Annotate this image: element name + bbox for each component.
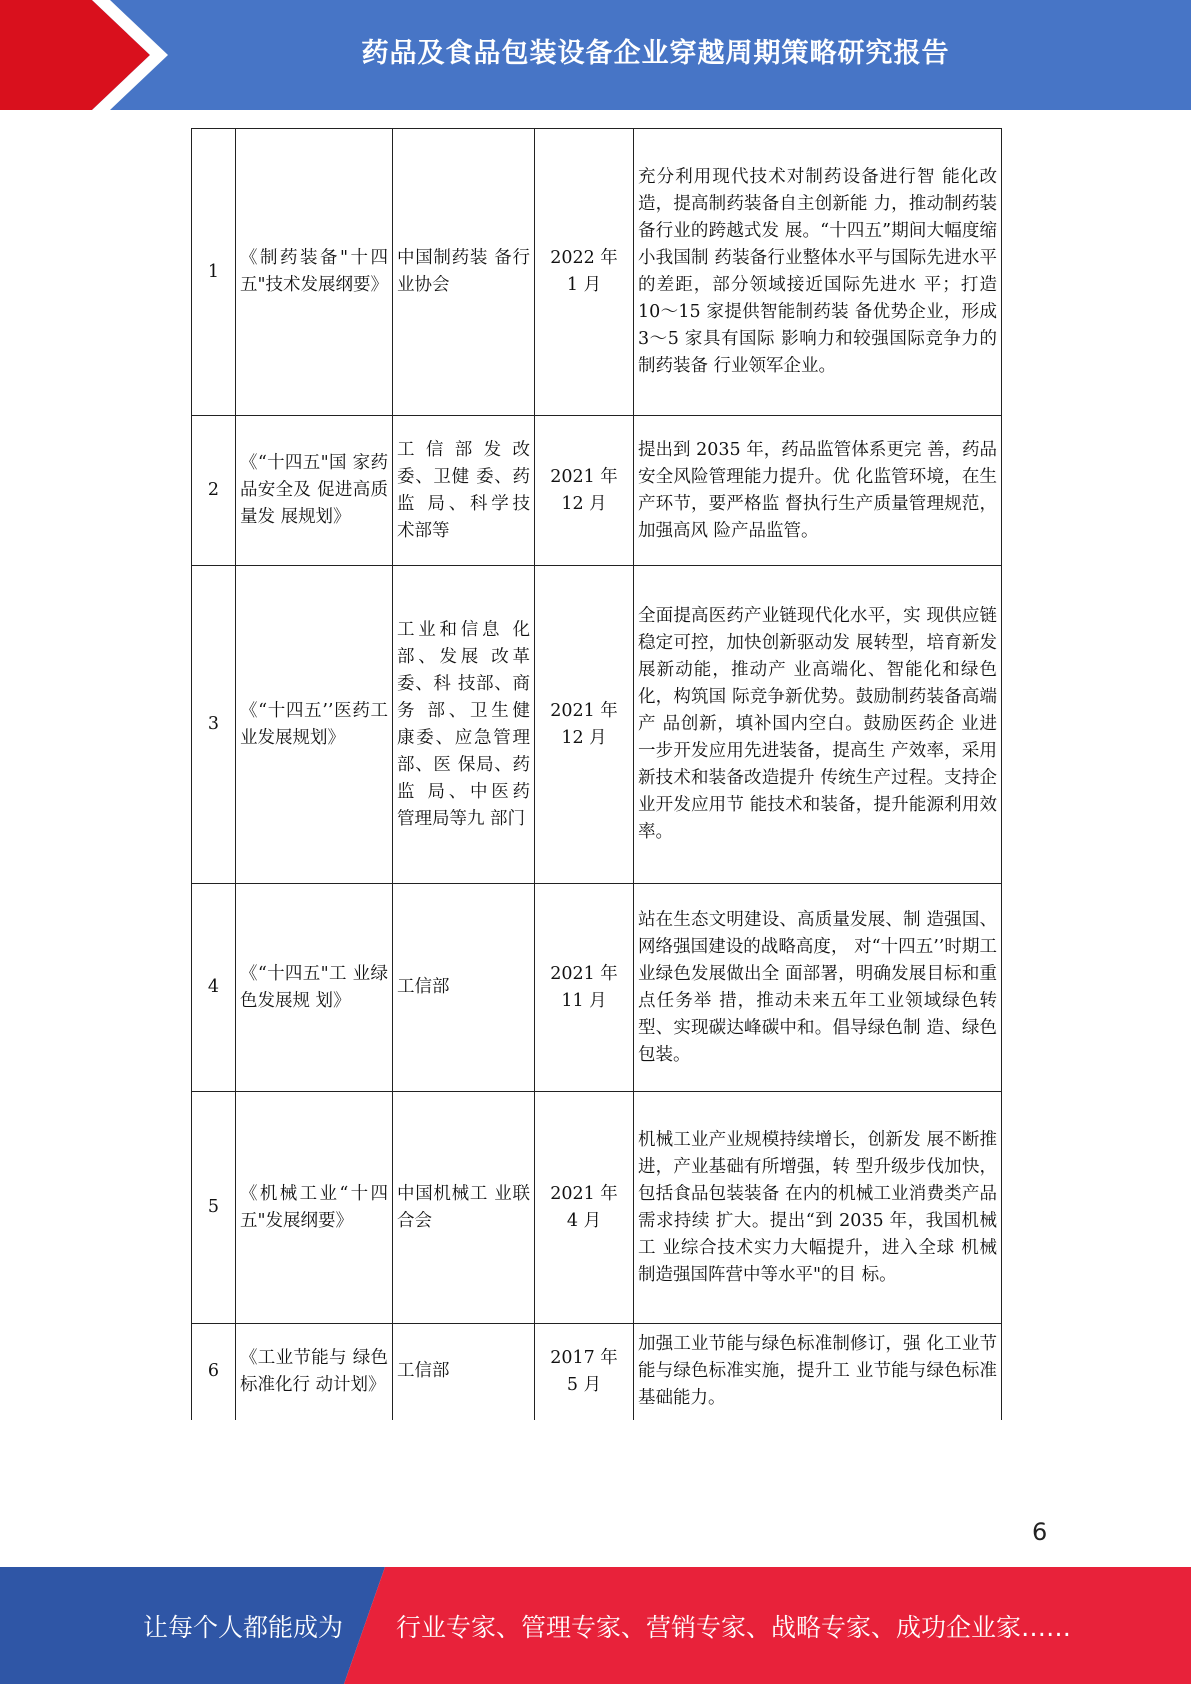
issue-year: 2021 年 [550, 700, 618, 721]
policy-table-container [191, 128, 1001, 1420]
row-number: 6 [192, 1324, 236, 1420]
issue-month: 12 月 [561, 727, 607, 748]
issue-month: 1 月 [566, 275, 602, 295]
table-row [192, 566, 1002, 884]
issuing-org: 中国机械工 业联合会 [393, 1092, 535, 1324]
issue-month: 12 月 [561, 493, 607, 514]
issuing-org: 工业和信息 化部、发展 改革委、科 技部、商务 部、卫生健 康委、应急管理部、医 保局、药监 局、中医药 管理局等九 部门 [393, 566, 535, 884]
row-number: 5 [192, 1092, 236, 1324]
policy-name: 《工业节能与 绿色标准化行 动计划》 [236, 1324, 393, 1420]
policy-content: 站在生态文明建设、高质量发展、制 造强国、网络强国建设的战略高度， 对“十四五’’时期工业绿色发展做出全 面部署，明确发展目标和重点任务举 措，推动未来五年工业领域绿色转 型、实现碳达峰碳中和。倡导绿色制 造、绿色包装。 [634, 884, 1002, 1092]
page-header [0, 0, 1191, 110]
policy-name: 《“十四五"国 家药品安全及 促进高质量发 展规划》 [236, 416, 393, 566]
table-row [192, 1324, 1002, 1420]
issue-year: 2022 年 [550, 248, 618, 268]
footer-slogan-left: 让每个人都能成为 [143, 1612, 344, 1642]
issue-year: 2017 年 [550, 1347, 618, 1368]
policy-content: 加强工业节能与绿色标准制修订，强 化工业节能与绿色标准实施，提升工 业节能与绿色标准基础能力。 [634, 1324, 1002, 1420]
policy-name: 《“十四五"工 业绿色发展规 划》 [236, 884, 393, 1092]
policy-name: 《“十四五’’医药工业发展规划》 [236, 566, 393, 884]
policy-content: 全面提高医药产业链现代化水平，实 现供应链稳定可控，加快创新驱动发 展转型，培育新发展新动能，推动产 业高端化、智能化和绿色化，构筑国 际竞争新优势。鼓励制药装备高端产 品创新，填补国内空白。鼓励医药企 业进一步开发应用先进装备，提高生 产效率，采用新技术和装备改造提升 传统生产过程。支持企业开发应用节 能技术和装备，提升能源利用效率。 [634, 566, 1002, 884]
issue-date [535, 1092, 634, 1324]
table-row [192, 129, 1002, 416]
row-number: 2 [192, 416, 236, 566]
issue-month: 5 月 [566, 1374, 602, 1395]
issuing-org: 工 信 部 发 改委、卫健 委、药监 局、科学技 术部等 [393, 416, 535, 566]
issue-date [535, 416, 634, 566]
policy-name: 《机械工业“十四五"发展纲要》 [236, 1092, 393, 1324]
issue-date [535, 1324, 634, 1420]
row-number: 4 [192, 884, 236, 1092]
issuing-org: 工信部 [393, 1324, 535, 1420]
policy-name: 《制药装备"十四五"技术发展纲要》 [236, 129, 393, 416]
issue-date [535, 566, 634, 884]
issue-month: 11 月 [561, 990, 607, 1011]
policy-content: 机械工业产业规模持续增长，创新发 展不断推进，产业基础有所增强，转 型升级步伐加快，包括食品包装装备 在内的机械工业消费类产品需求持续 扩大。提出“到 2035 年，我国机械工 业综合技术实力大幅提升，进入全球 机械制造强国阵营中等水平"的目 标。 [634, 1092, 1002, 1324]
policy-content: 充分利用现代技术对制药设备进行智 能化改造，提高制药装备自主创新能 力，推动制药装备行业的跨越式发 展。“十四五”期间大幅度缩小我国制 药装备行业整体水平与国际先进水平 的差距，部分领域接近国际先进水 平；打造 10～15 家提供智能制药装 备优势企业，形成 3～5 家具有国际 影响力和较强国际竞争力的制药装备 行业领军企业。 [634, 129, 1002, 416]
issue-date [535, 884, 634, 1092]
policy-content: 提出到 2035 年，药品监管体系更完 善，药品安全风险管理能力提升。优 化监管环境，在生产环节，要严格监 督执行生产质量管理规范，加强高风 险产品监管。 [634, 416, 1002, 566]
table-row [192, 884, 1002, 1092]
issuing-org: 工信部 [393, 884, 535, 1092]
report-title: 药品及食品包装设备企业穿越周期策略研究报告 [361, 37, 950, 69]
issue-year: 2021 年 [550, 1183, 618, 1204]
issue-year: 2021 年 [550, 466, 618, 487]
row-number: 1 [192, 129, 236, 416]
table-row [192, 1092, 1002, 1324]
table-row [192, 416, 1002, 566]
issue-month: 4 月 [566, 1210, 602, 1231]
footer-slogan-right: 行业专家、管理专家、营销专家、战略专家、成功企业家…… [396, 1612, 1072, 1642]
issue-date [535, 129, 634, 416]
issue-year: 2021 年 [550, 963, 618, 984]
policy-table [191, 128, 1002, 1420]
page-number: 6 [1032, 1518, 1048, 1546]
footer-banner [0, 1567, 1191, 1684]
row-number: 3 [192, 566, 236, 884]
issuing-org: 中国制药装 备行业协会 [393, 129, 535, 416]
